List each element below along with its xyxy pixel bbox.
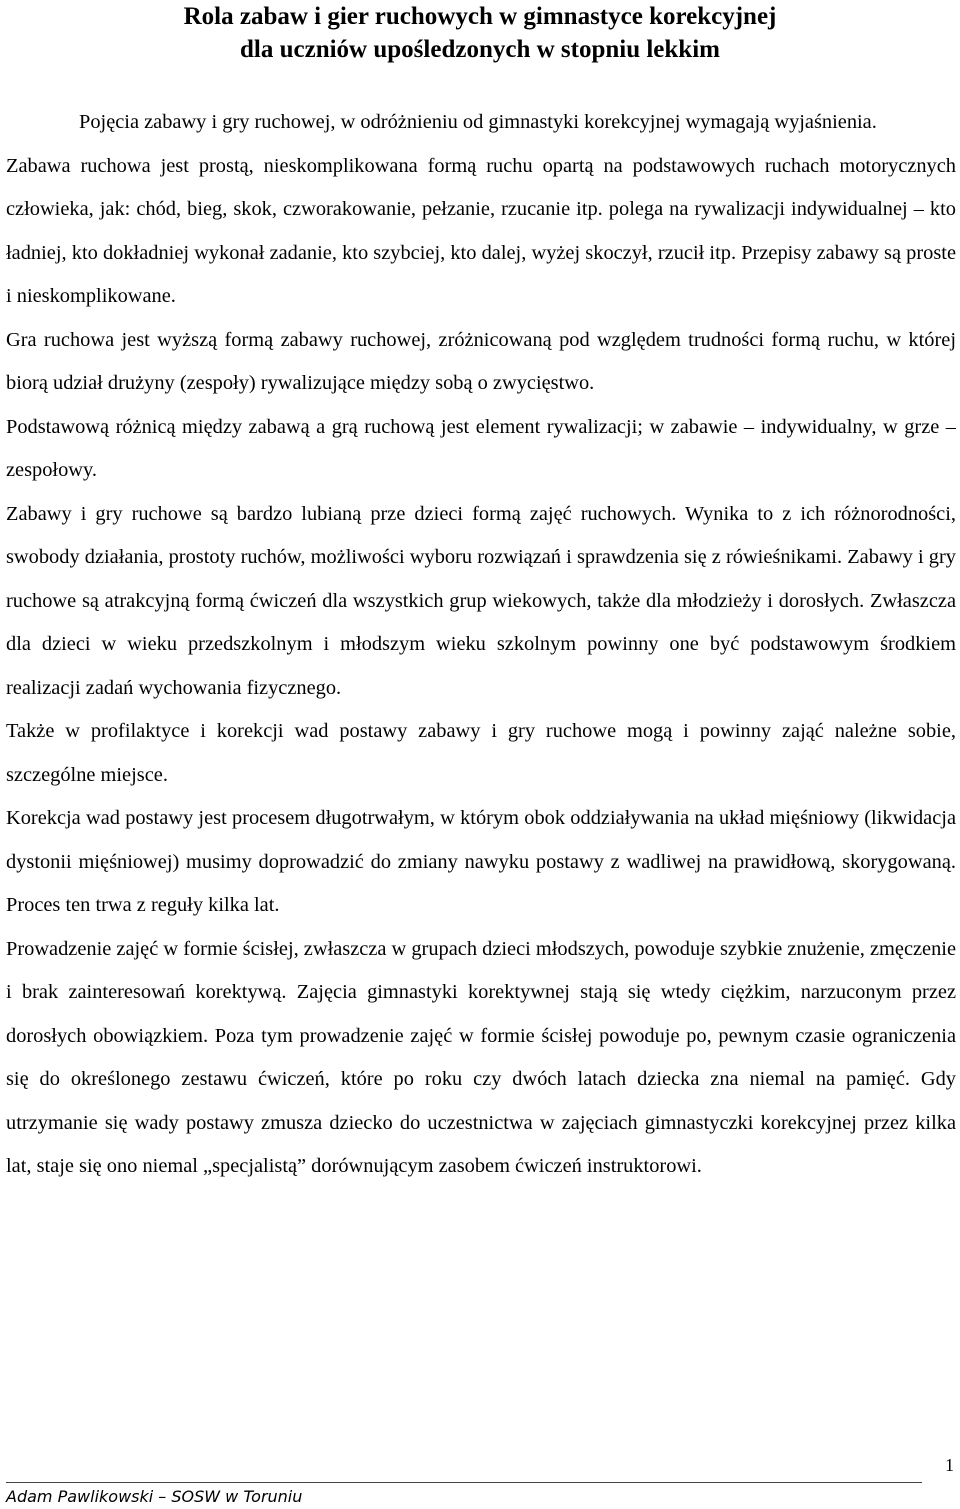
- paragraph-7: Korekcja wad postawy jest procesem długotrwałym, w którym obok oddziaływania na układ mięśniowy (likwidacja dystonii mięśniowej) musimy doprowadzić do zmiany nawyku postawy z wadliwej na prawidłową, skorygowaną. Proces ten trwa z reguły kilka lat.: [6, 807, 956, 916]
- title-line-2: dla uczniów upośledzonych w stopniu lekkim: [240, 36, 720, 63]
- document-title: [0, 0, 960, 66]
- paragraph-5: Zabawy i gry ruchowe są bardzo lubianą prze dzieci formą zajęć ruchowych. Wynika to z ich różnorodności, swobody działania, prostoty ruchów, możliwości wyboru rozwiązań i sprawdzenia się z rówieśnikami. Zabawy i gry ruchowe są atrakcyjną formą ćwiczeń dla wszystkich grup wiekowych, także dla młodzieży i dorosłych. Zwłaszcza dla dzieci w wieku przedszkolnym i młodszym wieku szkolnym powinny one być podstawowym środkiem realizacji zadań wychowania fizycznego.: [6, 502, 956, 699]
- paragraph-8: Prowadzenie zajęć w formie ścisłej, zwłaszcza w grupach dzieci młodszych, powoduje szybkie znużenie, zmęczenie i brak zainteresowań korektywą. Zajęcia gimnastyki korektywnej stają się wtedy ciężkim, narzuconym przez dorosłych obowiązkiem. Poza tym prowadzenie zajęć w formie ścisłej powoduje po, pewnym czasie ograniczenia się do określonego zestawu ćwiczeń, które po roku czy dwóch latach dziecka zna niemal na pamięć. Gdy utrzymanie się wady postawy zmusza dziecko do uczestnictwa w zajęciach gimnastyczki korekcyjnej przez kilka lat, staje się ono niemal „specjalistą” dorównującym zasobem ćwiczeń instruktorowi.: [6, 937, 957, 1177]
- paragraph-1: Pojęcia zabawy i gry ruchowej, w odróżnieniu od gimnastyki korekcyjnej wymagają wyjaśnienia.: [79, 111, 877, 133]
- document-body: [6, 101, 956, 1189]
- paragraph-3: Gra ruchowa jest wyższą formą zabawy ruchowej, zróżnicowaną pod względem trudności formą ruchu, w której biorą udział drużyny (zespoły) rywalizujące między sobą o zwycięstwo.: [6, 328, 956, 394]
- paragraph-2: Zabawa ruchowa jest prostą, nieskomplikowana formą ruchu opartą na podstawowych ruchach motorycznych człowieka, jak: chód, bieg, skok, czworakowanie, pełzanie, rzucanie itp. polega na rywalizacji indywidualnej – kto ładniej, kto dokładniej wykonał zadanie, kto szybciej, kto dalej, wyżej skoczył, rzucił itp. Przepisy zabawy są proste i nieskomplikowane.: [6, 154, 956, 307]
- page-number: 1: [945, 1455, 954, 1475]
- paragraph-4: Podstawową różnicą między zabawą a grą ruchową jest element rywalizacji; w zabawie – indywidualny, w grze – zespołowy.: [6, 415, 956, 481]
- footer-author: Adam Pawlikowski – SOSW w Toruniu: [6, 1487, 303, 1506]
- title-line-1: Rola zabaw i gier ruchowych w gimnastyce korekcyjnej: [183, 3, 777, 30]
- footer-divider: [6, 1482, 922, 1483]
- paragraph-6: Także w profilaktyce i korekcji wad postawy zabawy i gry ruchowe mogą i powinny zająć należne sobie, szczególne miejsce.: [6, 720, 956, 786]
